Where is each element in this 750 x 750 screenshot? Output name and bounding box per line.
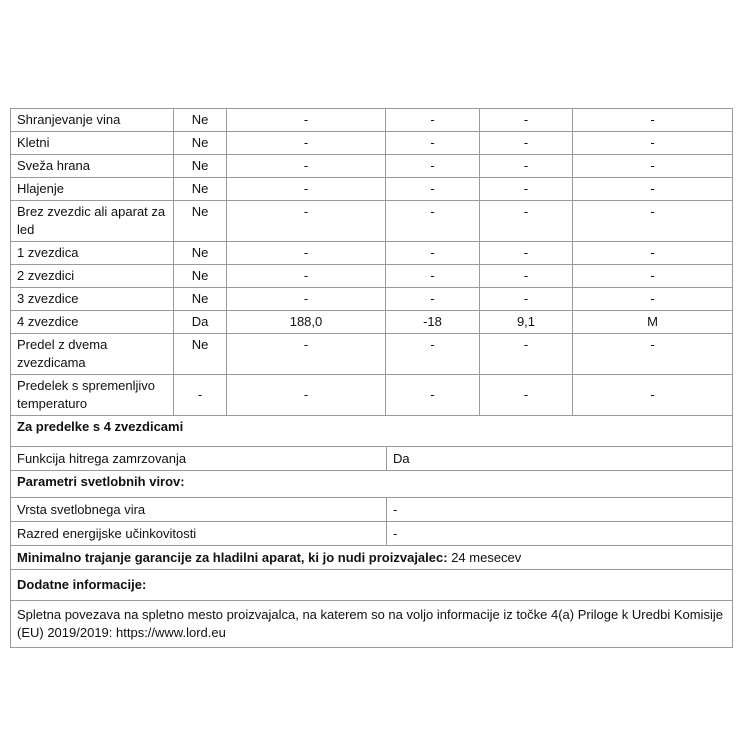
row-label: Predelek s spremenljivo temperaturo	[11, 375, 174, 416]
section-header-light	[11, 471, 733, 498]
row-value: -	[227, 178, 386, 201]
row-label: 1 zvezdica	[11, 242, 174, 265]
table-row	[11, 601, 733, 648]
section-title-4star: Za predelke s 4 zvezdicami	[11, 416, 733, 447]
row-value: -	[480, 334, 573, 375]
row-value: -	[573, 155, 733, 178]
row-value: Ne	[174, 242, 227, 265]
table-row	[11, 498, 733, 522]
row-value: 188,0	[227, 311, 386, 334]
table-row	[11, 242, 733, 265]
row-label: Kletni	[11, 132, 174, 155]
section-title-extra: Dodatne informacije:	[11, 570, 733, 601]
row-value: -	[227, 288, 386, 311]
row-value: -	[573, 242, 733, 265]
row-value: -	[480, 288, 573, 311]
row-value: -18	[386, 311, 480, 334]
row-value: -	[480, 132, 573, 155]
row-value: -	[386, 132, 480, 155]
row-value: -	[386, 109, 480, 132]
row-value: M	[573, 311, 733, 334]
table-row	[11, 447, 733, 471]
table-row	[11, 155, 733, 178]
row-label: Brez zvezdic ali aparat za led	[11, 201, 174, 242]
row-value: -	[480, 242, 573, 265]
row-value: -	[480, 265, 573, 288]
row-value: Da	[174, 311, 227, 334]
row-label: Hlajenje	[11, 178, 174, 201]
row-value: Ne	[174, 178, 227, 201]
row-label: 4 zvezdice	[11, 311, 174, 334]
row-value: -	[573, 132, 733, 155]
row-value: -	[480, 201, 573, 242]
row-label: Shranjevanje vina	[11, 109, 174, 132]
section-header-4star	[11, 416, 733, 447]
row-value: -	[386, 178, 480, 201]
fast-freeze-label: Funkcija hitrega zamrzovanja	[11, 447, 387, 471]
energy-class-label: Razred energijske učinkovitosti	[11, 522, 387, 546]
row-value: -	[386, 375, 480, 416]
details-table	[10, 415, 733, 648]
row-value: -	[386, 334, 480, 375]
row-value: -	[480, 109, 573, 132]
row-value: -	[573, 334, 733, 375]
row-value: Ne	[174, 109, 227, 132]
row-label: Sveža hrana	[11, 155, 174, 178]
table-row	[11, 178, 733, 201]
table-row	[11, 522, 733, 546]
row-value: -	[480, 178, 573, 201]
row-label: Predel z dvema zvezdicama	[11, 334, 174, 375]
row-value: -	[386, 155, 480, 178]
table-row	[11, 288, 733, 311]
row-value: Ne	[174, 155, 227, 178]
row-value: -	[386, 265, 480, 288]
table-row	[11, 109, 733, 132]
row-value: -	[227, 265, 386, 288]
row-value: -	[573, 178, 733, 201]
row-value: -	[386, 242, 480, 265]
warranty-row	[11, 546, 733, 570]
row-value: Ne	[174, 288, 227, 311]
product-info-sheet	[10, 108, 732, 648]
compartment-table	[10, 108, 733, 416]
row-value: 9,1	[480, 311, 573, 334]
row-value: -	[573, 375, 733, 416]
table-row	[11, 201, 733, 242]
row-value: -	[227, 132, 386, 155]
row-value: -	[573, 265, 733, 288]
fast-freeze-value: Da	[387, 447, 733, 471]
row-value: -	[174, 375, 227, 416]
row-value: -	[227, 334, 386, 375]
section-title-light: Parametri svetlobnih virov:	[11, 471, 733, 498]
row-value: -	[573, 201, 733, 242]
row-value: -	[227, 155, 386, 178]
row-value: -	[386, 201, 480, 242]
energy-class-value: -	[387, 522, 733, 546]
warranty-value: 24 mesecev	[451, 549, 522, 565]
row-value: -	[227, 242, 386, 265]
table-row	[11, 311, 733, 334]
row-value: -	[480, 375, 573, 416]
row-label: 2 zvezdici	[11, 265, 174, 288]
table-row	[11, 132, 733, 155]
light-source-type-value: -	[387, 498, 733, 522]
row-value: -	[386, 288, 480, 311]
row-value: -	[573, 288, 733, 311]
row-value: -	[227, 201, 386, 242]
row-value: -	[227, 375, 386, 416]
row-value: -	[227, 109, 386, 132]
row-value: Ne	[174, 201, 227, 242]
compartment-table-body	[11, 109, 733, 416]
extra-info-text: Spletna povezava na spletno mesto proizvajalca, na katerem so na voljo informacije iz točke 4(a) Priloge k Uredbi Komisije (EU) 2019/2019: https://www.lord.eu	[11, 601, 733, 648]
warranty-label: Minimalno trajanje garancije za hladilni aparat, ki jo nudi proizvajalec:	[17, 549, 448, 565]
row-value: Ne	[174, 334, 227, 375]
section-header-extra	[11, 570, 733, 601]
row-value: Ne	[174, 132, 227, 155]
table-row	[11, 265, 733, 288]
warranty-cell	[11, 546, 733, 570]
table-row	[11, 375, 733, 416]
row-label: 3 zvezdice	[11, 288, 174, 311]
light-source-type-label: Vrsta svetlobnega vira	[11, 498, 387, 522]
table-row	[11, 334, 733, 375]
row-value: -	[573, 109, 733, 132]
row-value: Ne	[174, 265, 227, 288]
row-value: -	[480, 155, 573, 178]
